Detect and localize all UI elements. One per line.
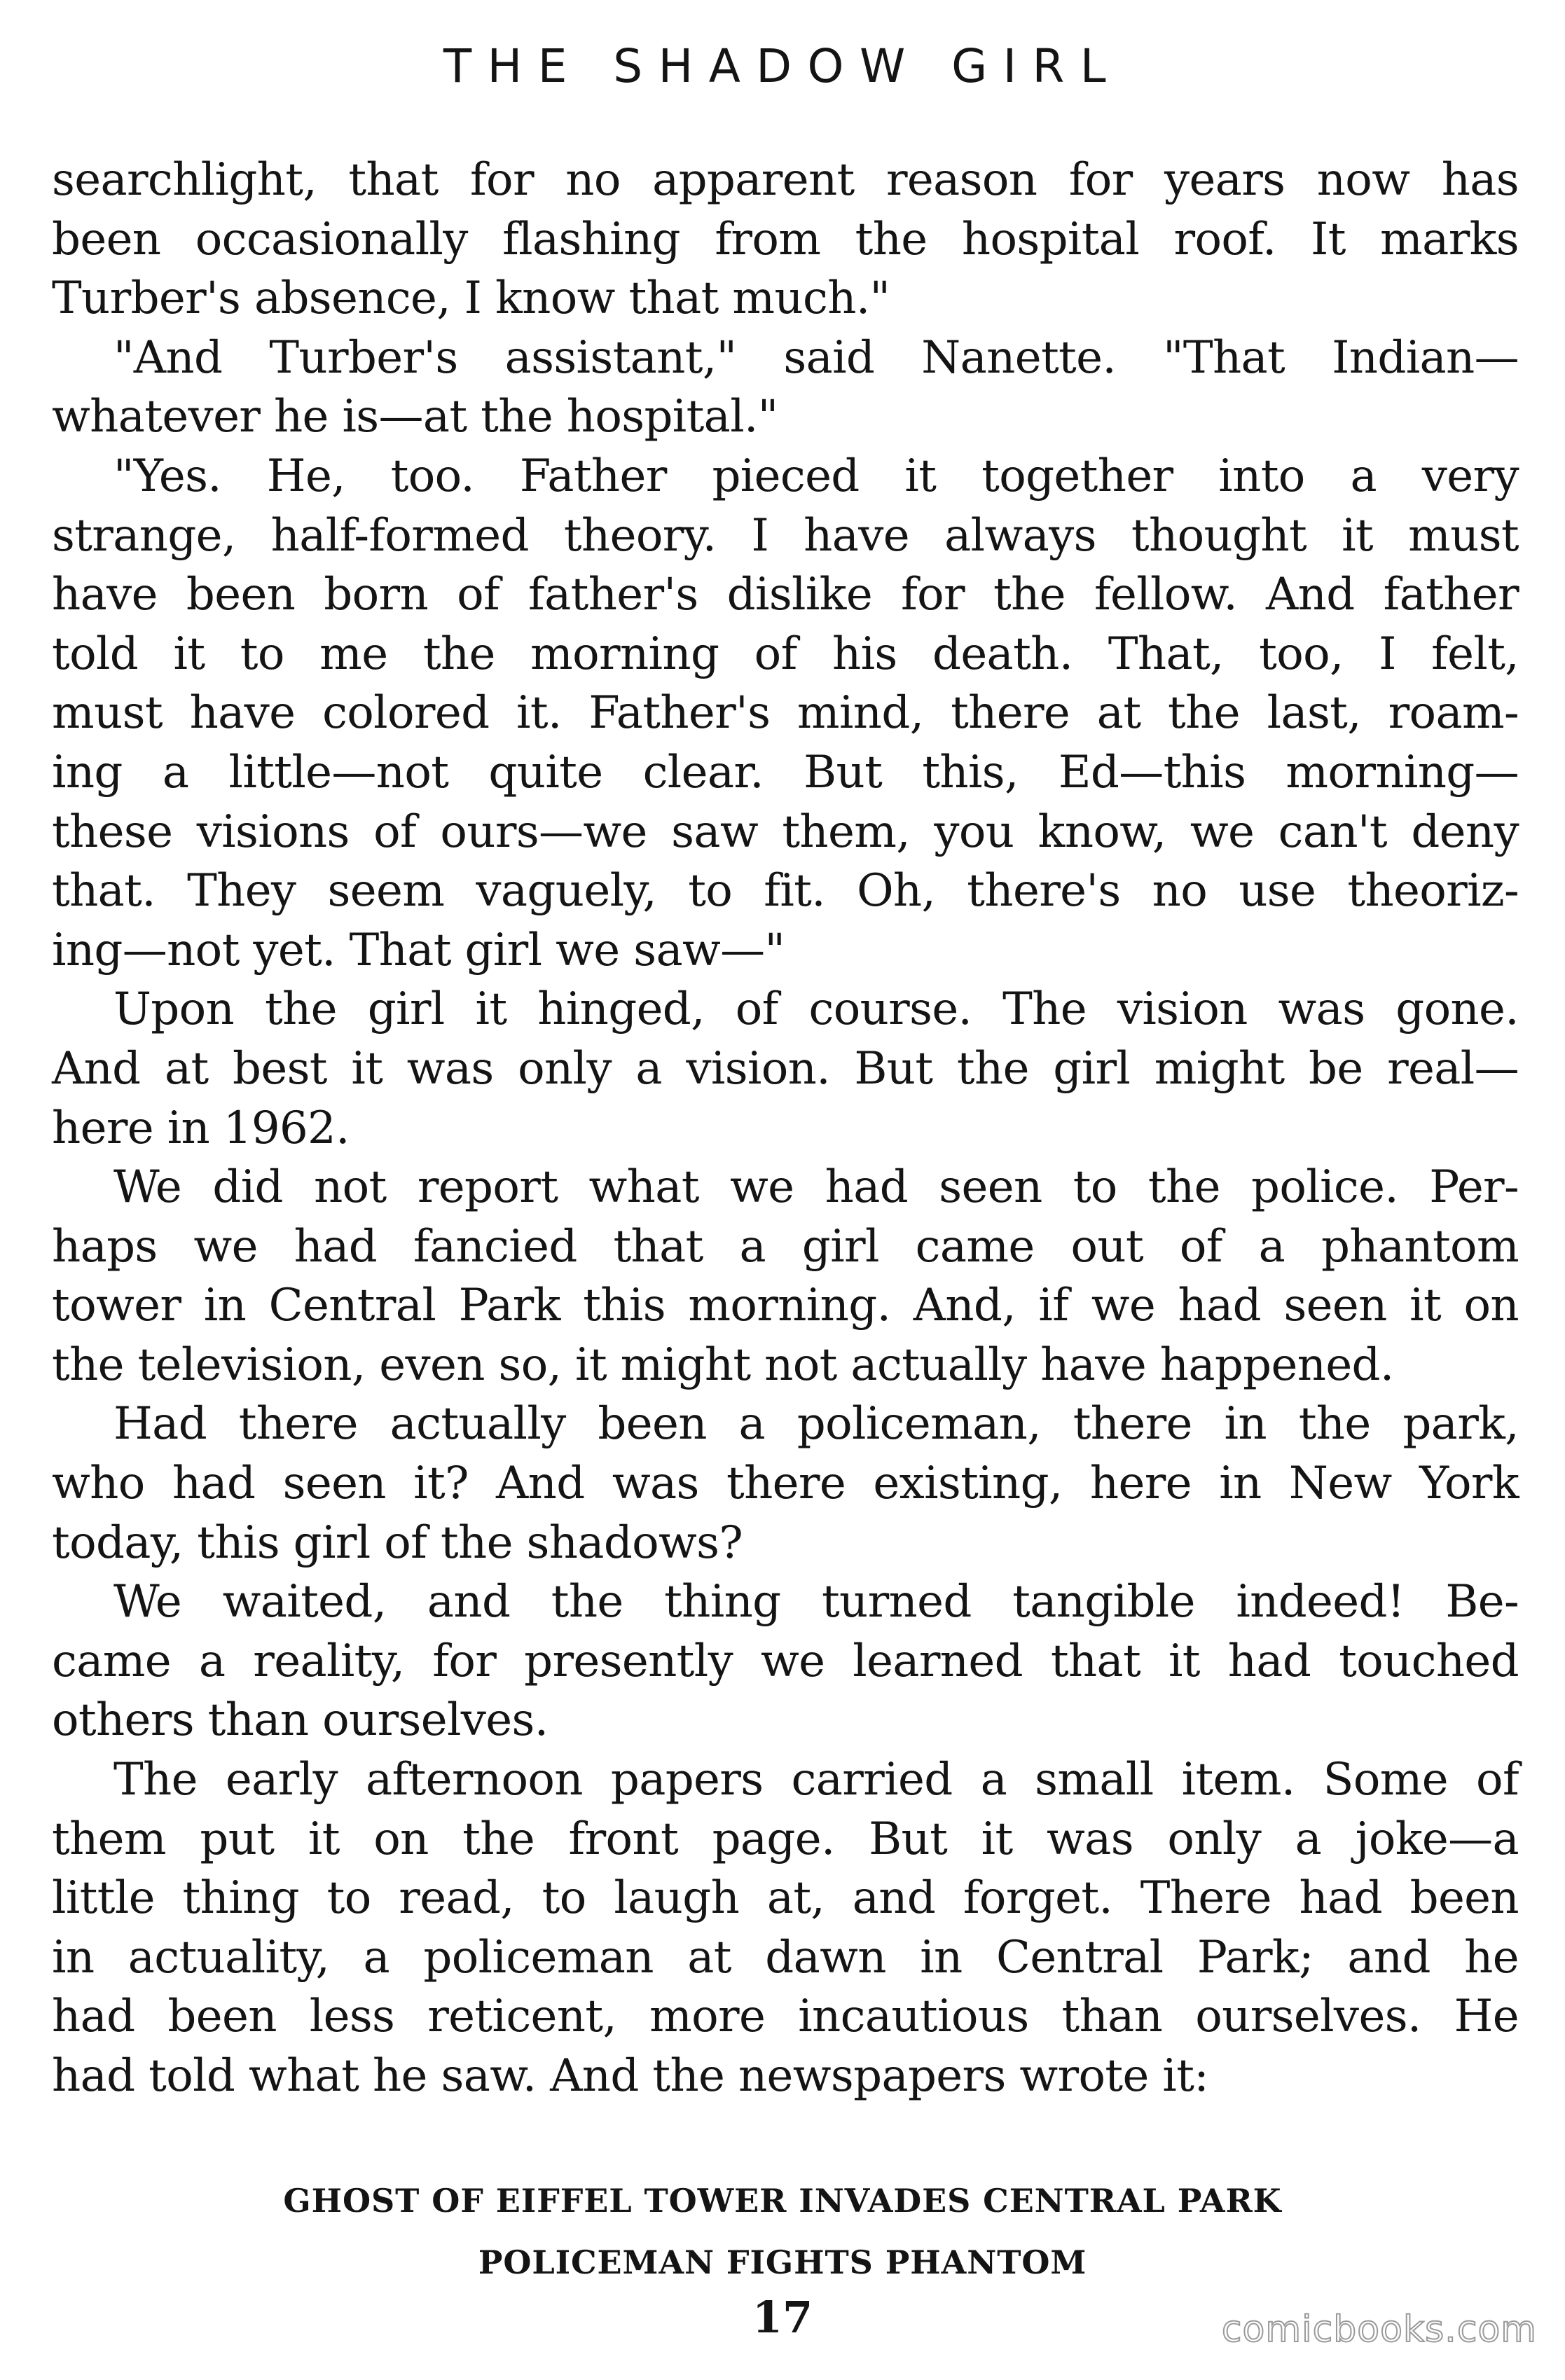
paragraph <box>52 328 1519 447</box>
paragraph <box>52 1158 1519 1395</box>
paragraph <box>52 151 1519 328</box>
text-line: told it to me the morning of his death. That, too, I felt, <box>52 628 1519 680</box>
text-line: Had there actually been a policeman, there in the park, <box>113 1398 1519 1451</box>
text-line: today, this girl of the shadows? <box>52 1516 743 1569</box>
body-text <box>52 151 1519 2106</box>
text-line: Upon the girl it hinged, of course. The vision was gone. <box>113 983 1519 1036</box>
text-line: strange, half-formed theory. I have always thought it must <box>52 509 1519 562</box>
paragraph <box>52 1572 1519 1750</box>
text-line: Turber's absence, I know that much." <box>52 272 890 325</box>
text-line: ing a little—not quite clear. But this, Ed—this morning— <box>52 746 1519 798</box>
paragraph <box>52 447 1519 980</box>
text-line: whatever he is—at the hospital." <box>52 391 778 443</box>
watermark-logo: comicbooks.com <box>1221 2309 1537 2351</box>
text-line: searchlight, that for no apparent reason for years now has <box>52 154 1519 206</box>
text-line: these visions of ours—we saw them, you know, we can't deny <box>52 805 1519 858</box>
text-line: who had seen it? And was there existing, here in New York <box>52 1458 1519 1510</box>
text-line: We waited, and the thing turned tangible indeed! Be- <box>113 1576 1519 1628</box>
text-line: had told what he saw. And the newspapers wrote it: <box>52 2050 1209 2102</box>
paragraph <box>52 1395 1519 1572</box>
text-line: And at best it was only a vision. But the girl might be real— <box>52 1042 1519 1095</box>
text-line: We did not report what we had seen to the police. Per- <box>113 1161 1519 1214</box>
text-line: "And Turber's assistant," said Nanette. "That Indian— <box>113 331 1519 384</box>
text-line: them put it on the front page. But it was only a joke—a <box>52 1813 1519 1865</box>
text-line: others than ourselves. <box>52 1694 549 1747</box>
text-line: must have colored it. Father's mind, there at the last, roam- <box>52 687 1519 740</box>
text-line: the television, even so, it might not actually have happened. <box>52 1338 1394 1391</box>
paragraph <box>52 980 1519 1158</box>
page-number: 17 <box>752 2292 813 2343</box>
headline-line-2: POLICEMAN FIGHTS PHANTOM <box>478 2243 1087 2281</box>
text-line: have been born of father's dislike for the fellow. And father <box>52 569 1519 621</box>
text-line: had been less reticent, more incautious than ourselves. He <box>52 1991 1519 2043</box>
text-line: in actuality, a policeman at dawn in Central Park; and he <box>52 1931 1519 1984</box>
text-line: haps we had fancied that a girl came out of a phantom <box>52 1220 1519 1273</box>
text-line: that. They seem vaguely, to fit. Oh, there's no use theoriz- <box>52 865 1519 918</box>
text-line: little thing to read, to laugh at, and forget. There had been <box>52 1872 1519 1925</box>
text-line: been occasionally flashing from the hospital roof. It marks <box>52 213 1519 265</box>
running-head: THE SHADOW GIRL <box>443 39 1122 93</box>
paragraph <box>52 1750 1519 2106</box>
text-line: ing—not yet. That girl we saw—" <box>52 924 785 976</box>
text-line: The early afternoon papers carried a small item. Some of <box>113 1754 1519 1806</box>
newspaper-headline <box>0 2170 1565 2293</box>
headline-line-1: GHOST OF EIFFEL TOWER INVADES CENTRAL PARK <box>283 2182 1282 2220</box>
text-line: "Yes. He, too. Father pieced it together into a very <box>113 450 1519 502</box>
text-line: tower in Central Park this morning. And, if we had seen it on <box>52 1280 1519 1332</box>
text-line: here in 1962. <box>52 1102 350 1154</box>
text-line: came a reality, for presently we learned that it had touched <box>52 1635 1519 1687</box>
